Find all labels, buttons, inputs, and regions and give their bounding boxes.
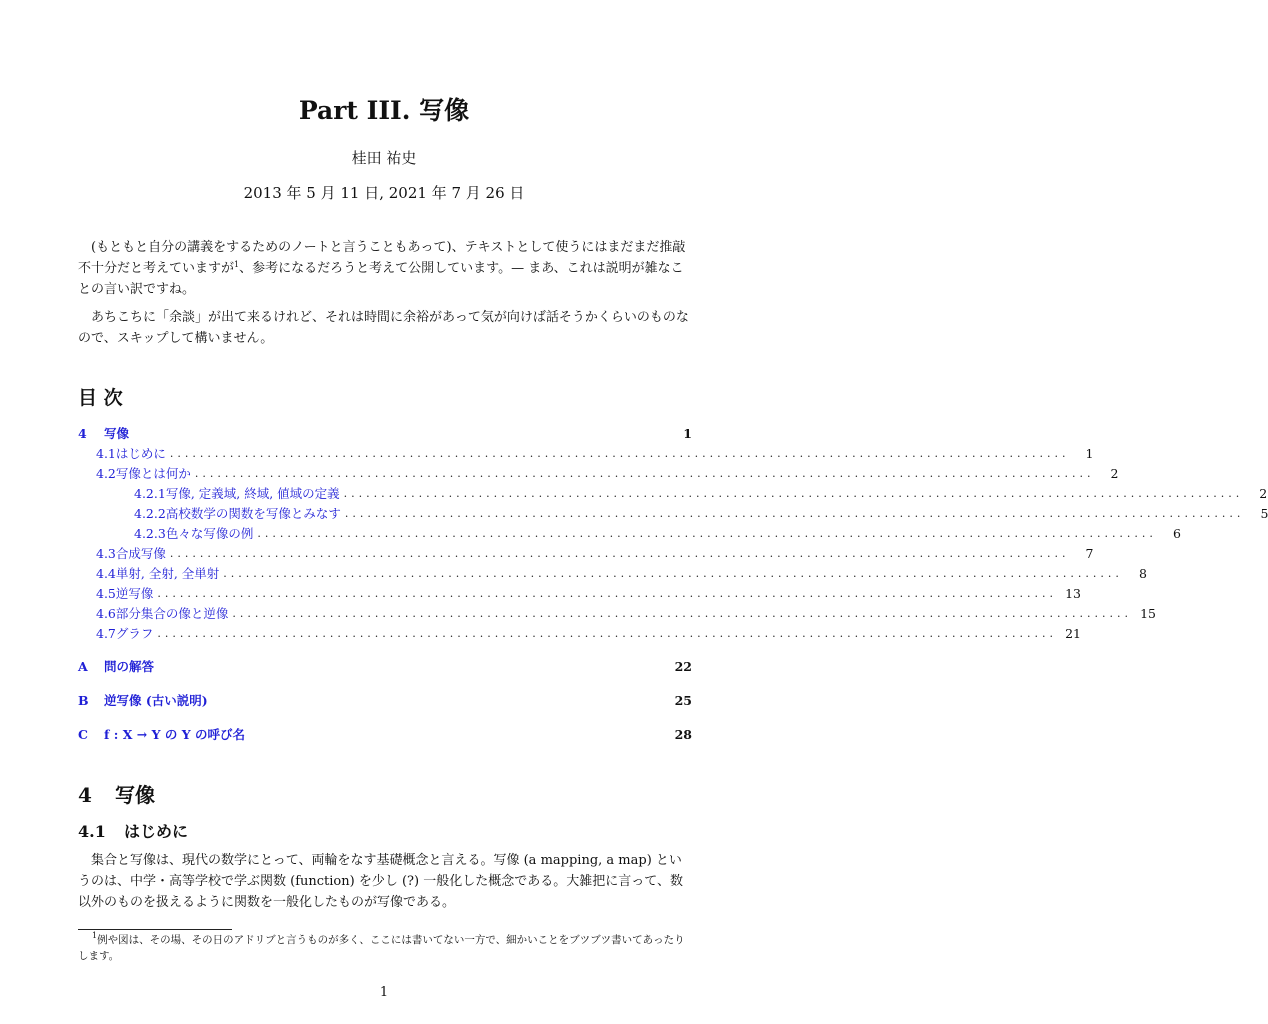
footnote-rule: [78, 929, 232, 930]
toc-entry-label: 部分集合の像と逆像: [115, 606, 229, 621]
toc-leader-dots: ........................................................................................................................: [169, 546, 1070, 560]
toc-entry[interactable]: [78, 623, 1081, 643]
toc-entry-number: 4.5: [96, 585, 116, 601]
toc-entry-label: 写像, 定義域, 終域, 値域の定義: [165, 486, 340, 501]
toc-entry-page: 8: [1138, 565, 1147, 581]
subsection-number: 4.1: [78, 822, 106, 841]
toc-entry-number: B: [78, 692, 89, 708]
toc-heading: 目 次: [78, 387, 123, 409]
toc-leader-dots: ........................................................................................................................: [194, 466, 1095, 480]
toc-entry[interactable]: [78, 483, 1268, 503]
toc-entry-number: A: [78, 658, 88, 674]
toc-entry-label: はじめに: [115, 446, 166, 461]
toc-entry[interactable]: [78, 656, 692, 676]
toc-entry-number: C: [78, 726, 88, 742]
toc-entry-number: 4: [78, 425, 87, 441]
toc-entry[interactable]: [78, 603, 1156, 623]
subsection-title: はじめに: [124, 822, 189, 841]
toc-entry[interactable]: [78, 463, 1119, 483]
toc-entry-label: 逆写像 (古い説明): [104, 693, 208, 708]
toc-entry-label: 合成写像: [115, 546, 166, 561]
document-date: 2013 年 5 月 11 日, 2021 年 7 月 26 日: [243, 184, 525, 202]
toc-entry-page: 2: [1259, 485, 1268, 501]
toc-entry-label: 単射, 全射, 全単射: [115, 566, 220, 581]
toc-entry-label: 高校数学の関数を写像とみなす: [165, 506, 341, 521]
footnote-mark: 1: [92, 931, 98, 940]
footnote: [78, 932, 692, 964]
toc-entry-number: 4.2.3: [134, 525, 166, 541]
toc-entry-number: 4.2.1: [134, 485, 166, 501]
toc-entry[interactable]: [78, 443, 1094, 463]
toc-entry-label: 写像とは何か: [115, 466, 191, 481]
toc-leader-dots: ........................................................................................................................: [232, 606, 1132, 620]
toc-entry[interactable]: [78, 583, 1081, 603]
footnote-reference[interactable]: 1: [234, 260, 240, 269]
toc-entry-label: 色々な写像の例: [165, 526, 254, 541]
toc-entry-label: グラフ: [115, 626, 154, 641]
toc-entry-label: 問の解答: [104, 659, 155, 674]
toc-entry-page: 22: [674, 658, 692, 674]
toc-entry-number: 4.2: [96, 465, 116, 481]
abstract-paragraph-1: [78, 237, 692, 300]
toc-entry-page: 13: [1065, 585, 1081, 601]
toc-entry-page: 1: [1085, 445, 1094, 461]
toc-entry-label: f : X → Y の Y の呼び名: [104, 727, 245, 742]
toc-entry[interactable]: [78, 523, 1181, 543]
toc-entry-page: 21: [1065, 625, 1081, 641]
document-title: Part III. 写像: [298, 96, 470, 125]
section-number: 4: [78, 783, 92, 807]
toc-entry-number: 4.6: [96, 605, 116, 621]
toc-entry-page: 1: [683, 425, 692, 441]
toc-entry-page: 6: [1172, 525, 1181, 541]
toc-entry-label: 写像: [104, 426, 130, 441]
toc-entry-label: 逆写像: [115, 586, 154, 601]
section-heading: [78, 779, 155, 808]
toc-leader-dots: ........................................................................................................................: [157, 626, 1057, 640]
abstract-text-part2: 、参考になるだろうと考えて公開しています。— まあ、これは説明が雑なことの言い訳ですね。: [78, 261, 684, 297]
toc-entry[interactable]: [78, 690, 692, 710]
toc-entry[interactable]: [78, 543, 1094, 563]
toc-leader-dots: ........................................................................................................................: [157, 586, 1057, 600]
toc-entry-number: 4.7: [96, 625, 116, 641]
toc-leader-dots: ........................................................................................................................: [344, 506, 1245, 520]
section-title: 写像: [115, 783, 155, 807]
toc-leader-dots: ........................................................................................................................: [169, 446, 1070, 460]
body-paragraph: 集合と写像は、現代の数学にとって、両輪をなす基礎概念と言える。写像 (a mapping, a map) というのは、中学・高等学校で学ぶ関数 (function) を少し (?) 一般化した概念である。大雑把に言って、数以外のものを扱えるように関数を一般化したものが写像である。: [78, 853, 683, 910]
page-number: 1: [379, 985, 389, 1000]
toc-entry[interactable]: [78, 724, 692, 744]
toc-entry-number: 4.2.2: [134, 505, 166, 521]
toc-entry-page: 28: [674, 726, 692, 742]
toc-entry-number: 4.1: [96, 445, 116, 461]
toc-leader-dots: ........................................................................................................................: [223, 566, 1123, 580]
toc-entry-number: 4.4: [96, 565, 116, 581]
abstract-text-part1: (もともと自分の講義をするためのノートと言うこともあって)、テキストとして使うにはまだまだ推敲不十分だと考えていますが: [78, 240, 686, 276]
toc-entry[interactable]: [78, 503, 1268, 523]
toc-entry-page: 2: [1110, 465, 1119, 481]
toc-entry-page: 15: [1140, 605, 1156, 621]
toc-leader-dots: ........................................................................................................................: [343, 486, 1244, 500]
toc-entry-page: 7: [1085, 545, 1094, 561]
toc-entry-page: 25: [674, 692, 692, 708]
toc-entry-number: 4.3: [96, 545, 116, 561]
toc-leader-dots: ........................................................................................................................: [257, 526, 1157, 540]
toc-entry[interactable]: [78, 423, 692, 443]
toc-entry[interactable]: [78, 563, 1147, 583]
author-name: 桂田 祐史: [351, 149, 417, 167]
abstract-paragraph-2: あちこちに「余談」が出て来るけれど、それは時間に余裕があって気が向けば話そうかくらいのものなので、スキップして構いません。: [78, 310, 689, 346]
footnote-text: 例や図は、その場、その日のアドリブと言うものが多く、ここには書いてない一方で、細かいことをブツブツ書いてあったりします。: [78, 934, 685, 962]
toc-entry-page: 5: [1260, 505, 1268, 521]
subsection-heading: [78, 819, 188, 842]
